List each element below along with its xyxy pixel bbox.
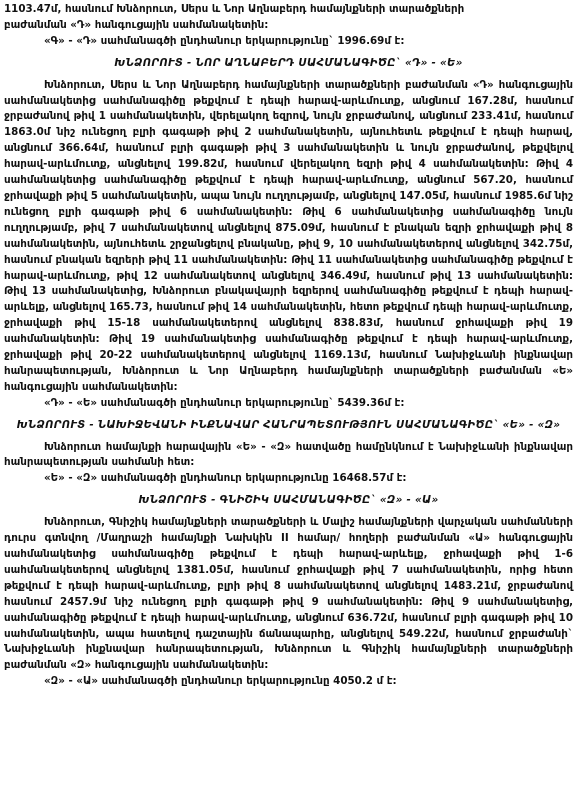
section-heading-z-a: ԽՆՁՈՐՈՒՏ - ԳՆԻՇԻԿ ՍԱՀՄԱՆԱԳԻԾԸ` «Զ» - «Ա»: [138, 494, 439, 507]
summary-z-a: «Զ» - «Ա» սահմանագծի ընդհանուր երկարությունը 4050.2 մ է:: [44, 675, 397, 688]
section-heading-d-e: ԽՆՁՈՐՈՒՏ - ՆՈՐ ԱՂՆԱԲԵՐԴ ՍԱՀՄԱՆԱԳԻԾԸ` «Դ» - «Ե»: [114, 56, 463, 69]
section-body-d-e: Խնձորուտ, Սերս և Նոր Աղնաբերդ համայնքների տարածքների բաժանման «Դ» հանգուցային սահմանակետից սահմանագիծը թեքվում է դեպի հարավ-արևմուտք, անցնում 167.28մ, հասնում ջրբաժանով թիվ 1 սահմանակետին, վերելակող եզրով, նույն ջրբաժանով, անցնում 233.41մ, հասնում 1863.0մ նիշ ունեցող բլրի գագաթի թիվ 2 սահմանակետին, այնուհետև թեքվում է դեպի հարավ, անցնում 366.64մ, հասնում բլրի գագաթի թիվ 3 սահմանակետին և նույն ջրբաժանով, թեքվելով հարավ-արևմուտք, անցնելով 199.82մ, հասնում վերելակող եզրի թիվ 4 սահմանակետին: Թիվ 4 սահմանակետից սահմանագիծը թեքվում է դեպի հարավ-արևմուտք, անցնում 567.20, հասնում ջրհավաքի թիվ 5 սահմանակետին, ապա նույն ուղղությամբ, անցնելով 147.05մ, հասնում 1985.6մ նիշ ունեցող բլրի գագաթի թիվ 6 սահմանակետին: Թիվ 6 սահմանակետից սահմանագիծը նույն ուղղությամբ, թիվ 7 սահմանակետով անցնելով 875.09մ, հասնում է բնական եզրի ջրհավաքի թիվ 8 սահմանակետին, այնուհետև շրջանցելով բնականը, թիվ 9, 10 սահմանակետերով անցնելով 342.75մ, հասնում բնական եզրերի թիվ 11 սահմանակետին: Թիվ 11 սահմանակետից սահմանագիծը թեքվում է հարավ-արևմուտք, թիվ 12 սահմանակետով անցնելով 346.49մ, հասնում թիվ 13 սահմանակետին: Թիվ 13 սահմանակետից, Խնձորուտ բնակավայրի եզրերով սահմանագիծը թեքվում է դեպի հարավ-արևելք, անցնելով 165.73, հասնում թիվ 14 սահմանակետին, հետո թեքվում դեպի հարավ-արևմուտք, ջրհավաքի թիվ 15-18 սահմանակետերով անցնելով 838.83մ, հասնում ջրհավաքի թիվ 19 սահմանակետին: Թիվ 19 սահմանակետից սահմանագիծը թեքվում է դեպի հարավ-արևմուտք, ջրհավաքի թիվ 20-22 սահմանակետերով անցնելով 1169.13մ, հասնում Նախիջևանի ինքնավար հանրապետության, Խնձորուտ և Նոր Աղնաբերդ համայնքների տարածքների բաժանման «Ե» հանգուցային սահմանակետին:: [4, 78, 573, 393]
summary-d-e: «Դ» - «Ե» սահմանագծի ընդհանուր երկարությունը` 5439.36մ է:: [44, 396, 405, 409]
section-body-z-a: Խնձորուտ, Գնիշիկ համայնքների տարածքների և Մալիշ համայնքների վարչական սահմանների դուրս գտնվող /Մաղրաշի համայնքի Նախկին II համար/ հողերի բաժանման «Ա» հանգուցային սահմանակետից սահմանագիծը թեքվում է դեպի հարավ-արևելք, ջրհավաքի թիվ 1-6 սահմանակետերով անցնելով 1381.05մ, հասնում ջրհավաքի թիվ 7 սահմանակետին, որից հետո թեքվում է դեպի հարավ-արևմուտք, բլրի թիվ 8 սահմանակետով անցնելով 1483.21մ, ջրբաժանով հասնում 2457.9մ նիշ ունեցող բլրի գագաթի թիվ 9 սահմանակետին: Թիվ 9 սահմանակետից, սահմանագիծը թեքվում է դեպի հարավ-արևմուտք, անցնում 636.72մ, հասնում բլրի գագաթի թիվ 10 սահմանակետին, ապա հատելով դաշտային ճանապարհը, անցնելով 549.22մ, հասնում ջրբաժանի` Նախիջևանի ինքնավար հանրապետության, Խնձորուտ և Գնիշիկ համայնքների տարածքների բաժանման «Զ» հանգուցային սահմանակետին:: [4, 516, 573, 672]
section-body-e-z: Խնձորուտ համայնքի հարավային «Ե» - «Զ» հատվածը համընկնում է Նախիջևանի ինքնավար հանրապետության սահմանի հետ:: [4, 440, 573, 469]
summary-g-d: «Գ» - «Դ» սահմանագծի ընդհանուր երկարությունը` 1996.69մ է:: [44, 34, 405, 47]
intro-line-2: բաժանման «Դ» հանգուցային սահմանակետին:: [4, 18, 269, 31]
summary-e-z: «Ե» - «Զ» սահմանագծի ընդհանուր երկարությունը 16468.57մ է:: [44, 472, 407, 485]
intro-line-1: 1103.47մ, հասնում Խնձորուտ, Սերս և Նոր Աղնաբերդ համայնքների տարածքների: [4, 3, 465, 15]
section-heading-e-z: ԽՆՁՈՐՈՒՏ - ՆԱԽԻՋԵՎԱՆԻ ԻՆՔՆԱՎԱՐ ՀԱՆՐԱՊԵՏՈՒԹՅՈՒՆ ՍԱՀՄԱՆԱԳԻԾԸ` «Ե» - «Զ»: [16, 418, 561, 431]
